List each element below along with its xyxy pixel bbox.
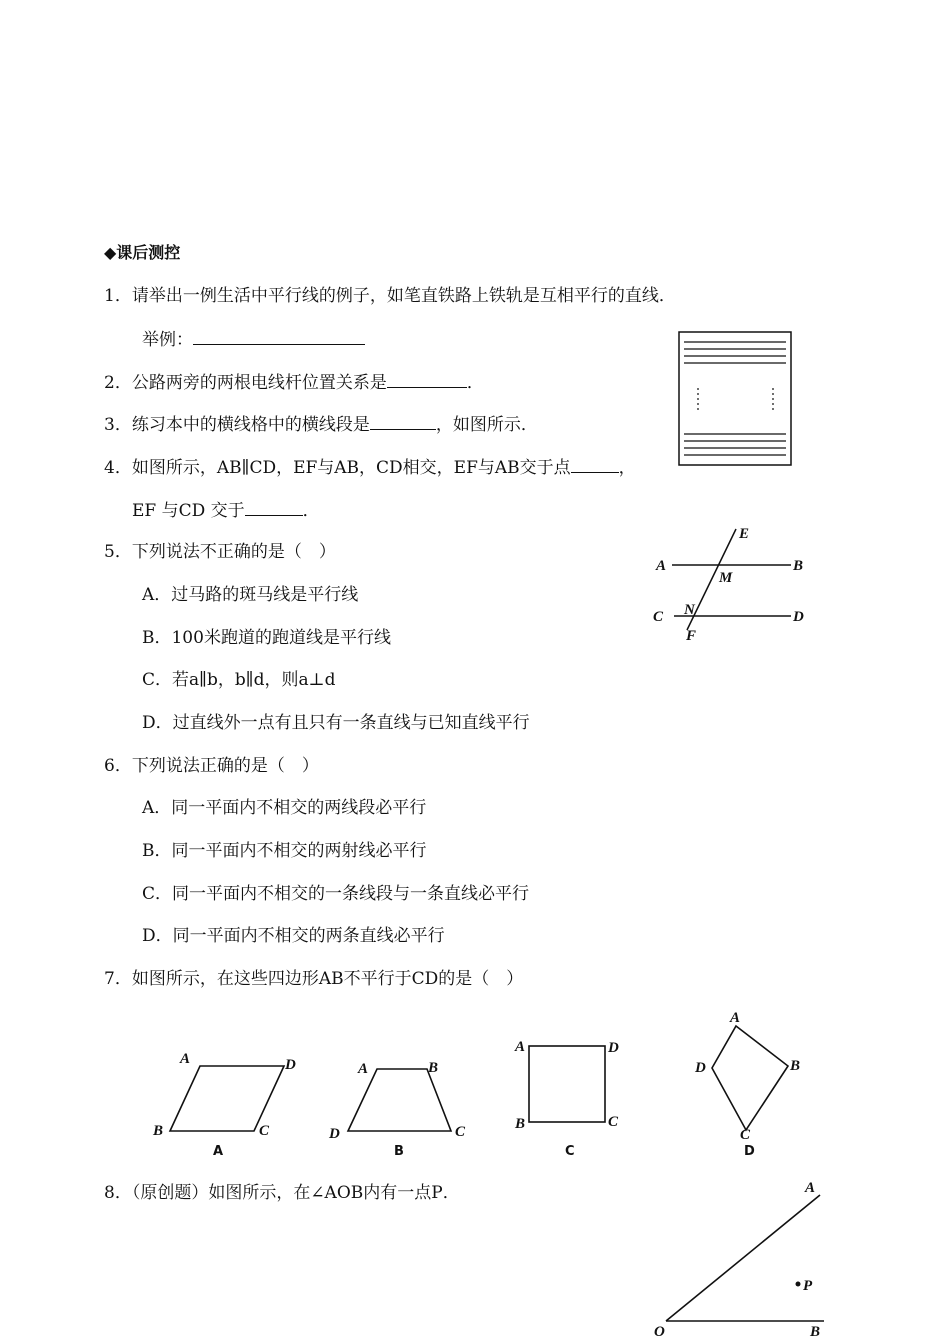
question-7: 7．如图所示，在这些四边形AB不平行于CD的是（ ） bbox=[104, 969, 524, 989]
quad-d-label-a: A bbox=[730, 1010, 741, 1026]
label-n: N bbox=[684, 602, 695, 618]
quad-c-caption: C bbox=[565, 1144, 575, 1159]
question-2-tail: ． bbox=[466, 373, 484, 393]
quad-d-label-b: B bbox=[790, 1058, 801, 1074]
question-6-option-a[interactable]: A．同一平面内不相交的两线段必平行 bbox=[142, 798, 427, 818]
quad-c-label-b: B bbox=[515, 1116, 526, 1132]
quad-b-label-d: D bbox=[329, 1126, 340, 1142]
quad-b-label-b: B bbox=[428, 1060, 439, 1076]
quad-a-label-c: C bbox=[259, 1123, 270, 1139]
angle-label-a: A bbox=[805, 1180, 816, 1196]
question-3-text: 3．练习本中的横线格中的横线段是 bbox=[104, 415, 370, 435]
question-6-option-d[interactable]: D．同一平面内不相交的两条直线必平行 bbox=[142, 926, 445, 946]
question-5-option-d[interactable]: D．过直线外一点有且只有一条直线与已知直线平行 bbox=[142, 713, 530, 733]
question-4-line2-tail: ． bbox=[302, 501, 320, 521]
angle-label-o: O bbox=[654, 1324, 665, 1340]
question-2-blank[interactable] bbox=[387, 371, 467, 388]
notebook-ellipsis-marks bbox=[698, 388, 773, 412]
question-2-text: 2．公路两旁的两根电线杆位置关系是 bbox=[104, 373, 387, 393]
quad-c-label-d: D bbox=[608, 1040, 619, 1056]
question-6-option-b[interactable]: B．同一平面内不相交的两射线必平行 bbox=[142, 841, 427, 861]
question-1: 1．请举出一例生活中平行线的例子，如笔直铁路上铁轨是互相平行的直线． bbox=[104, 286, 676, 306]
notebook-top-lines bbox=[684, 342, 786, 363]
question-3-blank[interactable] bbox=[370, 413, 436, 430]
quad-c-label-c: C bbox=[608, 1114, 619, 1130]
parallel-lines-figure bbox=[648, 522, 818, 647]
question-6-option-c[interactable]: C．同一平面内不相交的一条线段与一条直线必平行 bbox=[142, 884, 530, 904]
question-1-example bbox=[142, 328, 365, 351]
label-f: F bbox=[686, 628, 697, 644]
point-p bbox=[796, 1282, 801, 1287]
question-8: 8．（原创题）如图所示，在∠AOB内有一点P． bbox=[104, 1183, 460, 1203]
section-title: ◆课后测控 bbox=[104, 243, 181, 262]
quad-b-label-c: C bbox=[455, 1124, 466, 1140]
question-5: 5．下列说法不正确的是（ ） bbox=[104, 542, 336, 562]
parallelogram-shape bbox=[170, 1066, 284, 1131]
angle-label-b: B bbox=[810, 1324, 821, 1340]
question-6: 6．下列说法正确的是（ ） bbox=[104, 756, 319, 776]
quad-d-label-c: C bbox=[740, 1127, 751, 1143]
quad-a-label-a: A bbox=[180, 1051, 191, 1067]
angle-aob-figure bbox=[650, 1178, 840, 1343]
ray-oa bbox=[666, 1195, 820, 1321]
quad-d-caption: D bbox=[744, 1144, 755, 1159]
angle-label-p: P bbox=[803, 1278, 813, 1294]
quad-d-label-d: D bbox=[695, 1060, 706, 1076]
question-4 bbox=[104, 456, 636, 479]
label-a: A bbox=[656, 558, 667, 574]
square-shape bbox=[529, 1046, 605, 1122]
question-2 bbox=[104, 371, 484, 394]
question-5-option-b[interactable]: B．100米跑道的跑道线是平行线 bbox=[142, 628, 391, 648]
question-5-option-a[interactable]: A．过马路的斑马线是平行线 bbox=[142, 585, 359, 605]
quadrilateral-b-figure bbox=[322, 1052, 482, 1162]
question-4-line2-text: EF 与CD 交于 bbox=[132, 501, 245, 521]
label-d: D bbox=[793, 609, 804, 625]
trapezoid-shape bbox=[348, 1069, 451, 1131]
question-3-tail: ，如图所示． bbox=[435, 415, 538, 435]
notebook-lines-figure bbox=[676, 330, 796, 468]
quad-c-label-a: A bbox=[515, 1039, 526, 1055]
label-m: M bbox=[719, 570, 733, 586]
quad-b-label-a: A bbox=[358, 1061, 369, 1077]
label-e: E bbox=[739, 526, 750, 542]
quad-a-label-b: B bbox=[153, 1123, 164, 1139]
question-4-text: 4．如图所示，AB∥CD，EF与AB，CD相交，EF与AB交于点 bbox=[104, 458, 571, 478]
notebook-bottom-lines bbox=[684, 434, 786, 455]
quadrilateral-a-figure bbox=[148, 1046, 308, 1162]
example-answer-blank[interactable] bbox=[193, 328, 365, 345]
label-b: B bbox=[793, 558, 804, 574]
question-4-blank-1[interactable] bbox=[571, 456, 619, 473]
quad-a-caption: A bbox=[213, 1144, 224, 1159]
notebook-border bbox=[679, 332, 791, 465]
question-4-tail: ， bbox=[618, 458, 636, 478]
quad-a-label-d: D bbox=[285, 1057, 296, 1073]
question-3 bbox=[104, 413, 538, 436]
question-4-line-2 bbox=[132, 499, 320, 522]
label-c: C bbox=[653, 609, 664, 625]
quadrilateral-d-figure bbox=[690, 1006, 810, 1162]
example-label: 举例： bbox=[142, 330, 193, 350]
question-4-blank-2[interactable] bbox=[245, 499, 303, 516]
question-5-option-c[interactable]: C．若a∥b，b∥d，则a⊥d bbox=[142, 670, 336, 690]
kite-shape bbox=[712, 1026, 788, 1130]
quad-b-caption: B bbox=[394, 1144, 404, 1159]
quadrilateral-c-figure bbox=[512, 1034, 632, 1162]
